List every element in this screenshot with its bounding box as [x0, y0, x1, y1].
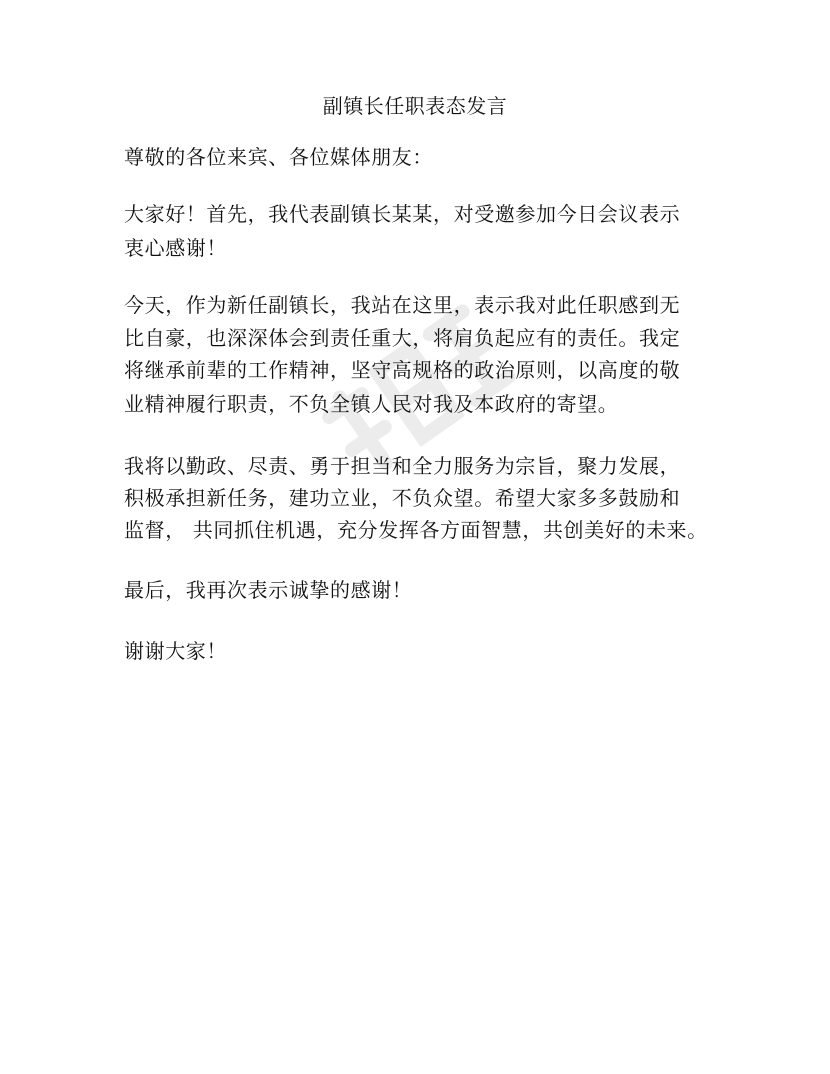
paragraph-line: 监督， 共同抓住机遇，充分发挥各方面智慧，共创美好的未来。 — [124, 518, 708, 542]
paragraph-line: 将继承前辈的工作精神，坚守高规格的政治原则，以高度的敬 — [124, 358, 681, 382]
paragraph-line: 业精神履行职责，不负全镇人民对我及本政府的寄望。 — [124, 392, 619, 416]
document-title: 副镇长任职表态发言 — [322, 94, 508, 118]
paragraph-line: 我将以勤政、尽责、勇于担当和全力服务为宗旨，聚力发展， — [124, 454, 681, 478]
paragraph-line: 大家好！首先，我代表副镇长某某，对受邀参加今日会议表示 — [124, 202, 681, 226]
paragraph-line: 积极承担新任务，建功立业，不负众望。希望大家多多鼓励和 — [124, 486, 681, 510]
paragraph-line: 今天，作为新任副镇长，我站在这里，表示我对此任职感到无 — [124, 293, 681, 317]
paragraph-line: 衷心感谢！ — [124, 236, 227, 260]
paragraph-line: 谢谢大家！ — [124, 639, 227, 663]
paragraph-line: 比自豪，也深深体会到责任重大，将肩负起应有的责任。我定 — [124, 326, 681, 350]
salutation: 尊敬的各位来宾、各位媒体朋友： — [124, 145, 433, 169]
paragraph-line: 最后，我再次表示诚挚的感谢！ — [124, 578, 413, 602]
